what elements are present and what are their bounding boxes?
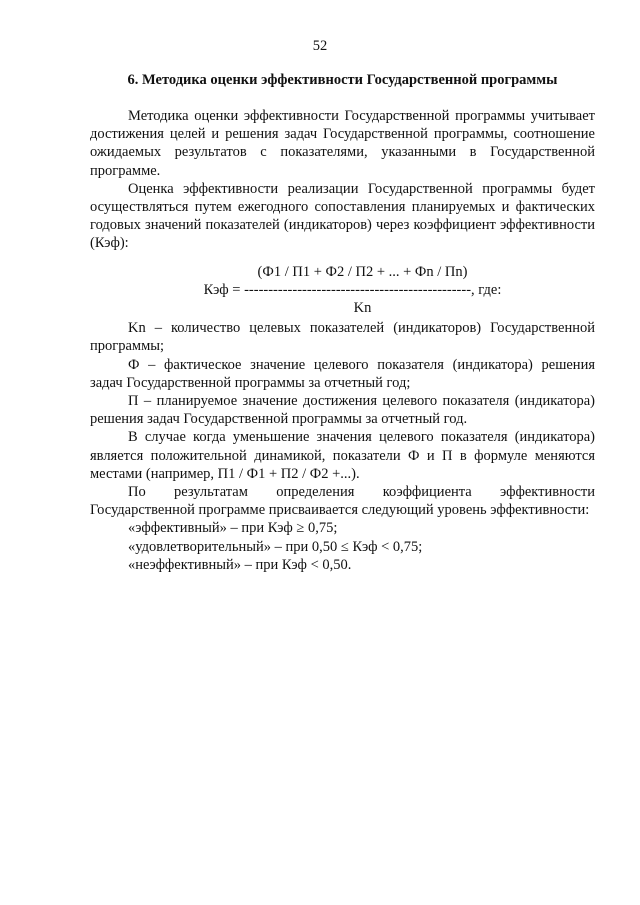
page-number: 52 xyxy=(312,38,328,54)
paragraph-p-definition: П – планируемое значение достижения целевого показателя (индикатора) решения задач Государственной программы за отчетный год. xyxy=(90,393,595,428)
level-effective: «эффективный» – при Кэф ≥ 0,75; xyxy=(128,520,338,537)
paragraph-kn-definition: Kn – количество целевых показателей (индикаторов) Государственной программы; xyxy=(90,320,595,355)
section-heading: 6. Методика оценки эффективности Государственной программы xyxy=(127,72,558,88)
formula-equation-line: Кэф = -----------------------------------------------, где: xyxy=(203,281,502,298)
paragraph-evaluation: Оценка эффективности реализации Государственной программы будет осуществляться путем ежегодного сопоставления планируемых и фактических годовых значений показателей (индикаторов) через коэффициент эффективности (Кэф): xyxy=(90,180,595,252)
level-satisfactory: «удовлетворительный» – при 0,50 ≤ Кэф < 0,75; xyxy=(128,538,423,555)
formula-denominator: Kn xyxy=(353,300,372,317)
paragraph-levels-intro: По результатам определения коэффициента эффективности Государственной программе присваивается следующий уровень эффективности: xyxy=(90,484,595,519)
formula-numerator: (Ф1 / П1 + Ф2 / П2 + ... + Фn / Пn) xyxy=(257,263,468,280)
section-body xyxy=(90,107,595,574)
paragraph-f-definition: Ф – фактическое значение целевого показателя (индикатора) решения задач Государственной программы за отчетный год; xyxy=(90,356,595,391)
paragraph-methodology: Методика оценки эффективности Государственной программы учитывает достижения целей и решения задач Государственной программы, соотношение ожидаемых результатов с показателями, указанными в Государственной программе. xyxy=(90,108,595,179)
level-ineffective: «неэффективный» – при Кэф < 0,50. xyxy=(128,556,352,573)
efficiency-formula xyxy=(90,263,595,318)
paragraph-reverse-case: В случае когда уменьшение значения целевого показателя (индикатора) является положительной динамикой, показатели Ф и П в формуле меняются местами (например, П1 / Ф1 + П2 / Ф2 +...). xyxy=(90,429,595,482)
